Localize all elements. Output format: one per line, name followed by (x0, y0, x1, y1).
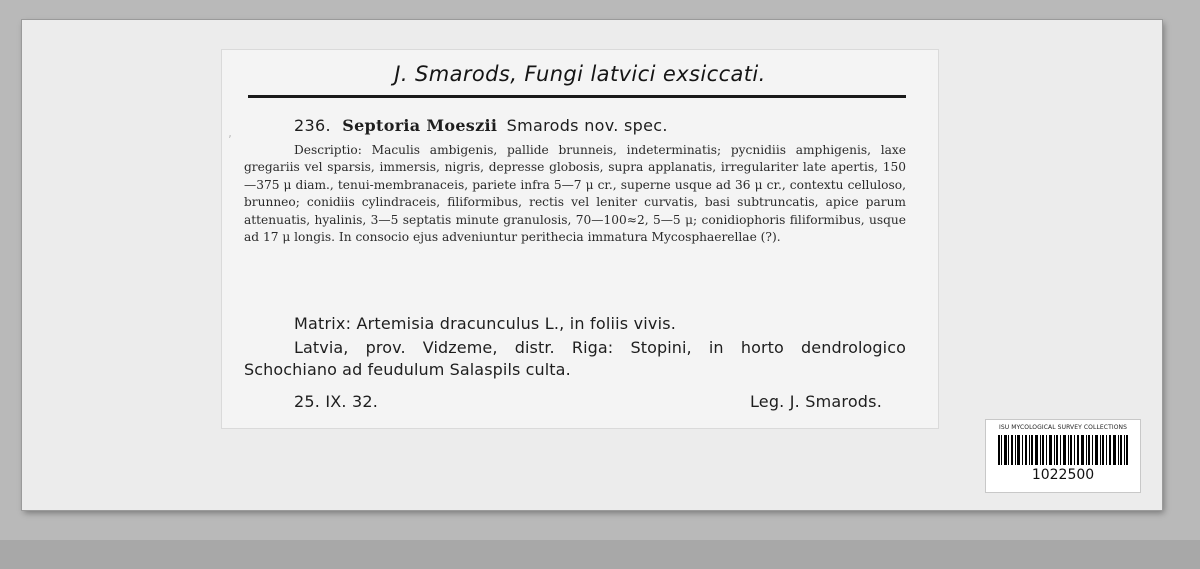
collector-name: Leg. J. Smarods. (749, 392, 882, 411)
barcode-number: 1022500 (1031, 467, 1095, 483)
matrix-line: Matrix: Artemisia dracunculus L., in foliis vivis. (294, 314, 677, 333)
title-divider (248, 95, 906, 98)
barcode-caption: ISU MYCOLOGICAL SURVEY COLLECTIONS (998, 424, 1128, 431)
specimen-label (222, 50, 938, 428)
locality-text: Latvia, prov. Vidzeme, distr. Riga: Stopini, in horto dendrologico Schochiano ad feudulum Salaspils culta. (244, 338, 906, 379)
barcode-label (985, 419, 1141, 493)
barcode-icon (998, 435, 1128, 465)
latin-description: Descriptio: Maculis ambigenis, pallide brunneis, indeterminatis; pycnidiis amphigenis, laxe gregariis vel sparsis, immersis, nigris, depresse globosis, supra applanatis, irregulariter late apertis, 150—375 μ diam., tenui-membranaceis, pariete infra 5—7 μ cr., superne usque ad 36 μ cr., contextu celluloso, brunneo; conidiis cylindraceis, filiformibus, rectis vel leniter curvatis, basi subtruncatis, apice parum attenuatis, hyalinis, 3—5 septatis minute granulosis, 70—100≈2, 5—5 μ; conidiophoris filiformibus, usque ad 17 μ longis. In consocio ejus adveniuntur perithecia immatura Mycosphaerellae (?). (244, 143, 906, 245)
species-line (294, 116, 668, 135)
series-title: J. Smarods, Fungi latvici exsiccati. (394, 62, 766, 86)
species-authority: Smarods nov. spec. (506, 116, 668, 135)
scan-background-strip (0, 540, 1200, 569)
pencil-mark: ʼ (228, 133, 232, 147)
species-name: Septoria Moeszii (342, 116, 498, 135)
collection-date: 25. IX. 32. (294, 392, 379, 411)
exsiccata-number: 236. (294, 116, 331, 135)
